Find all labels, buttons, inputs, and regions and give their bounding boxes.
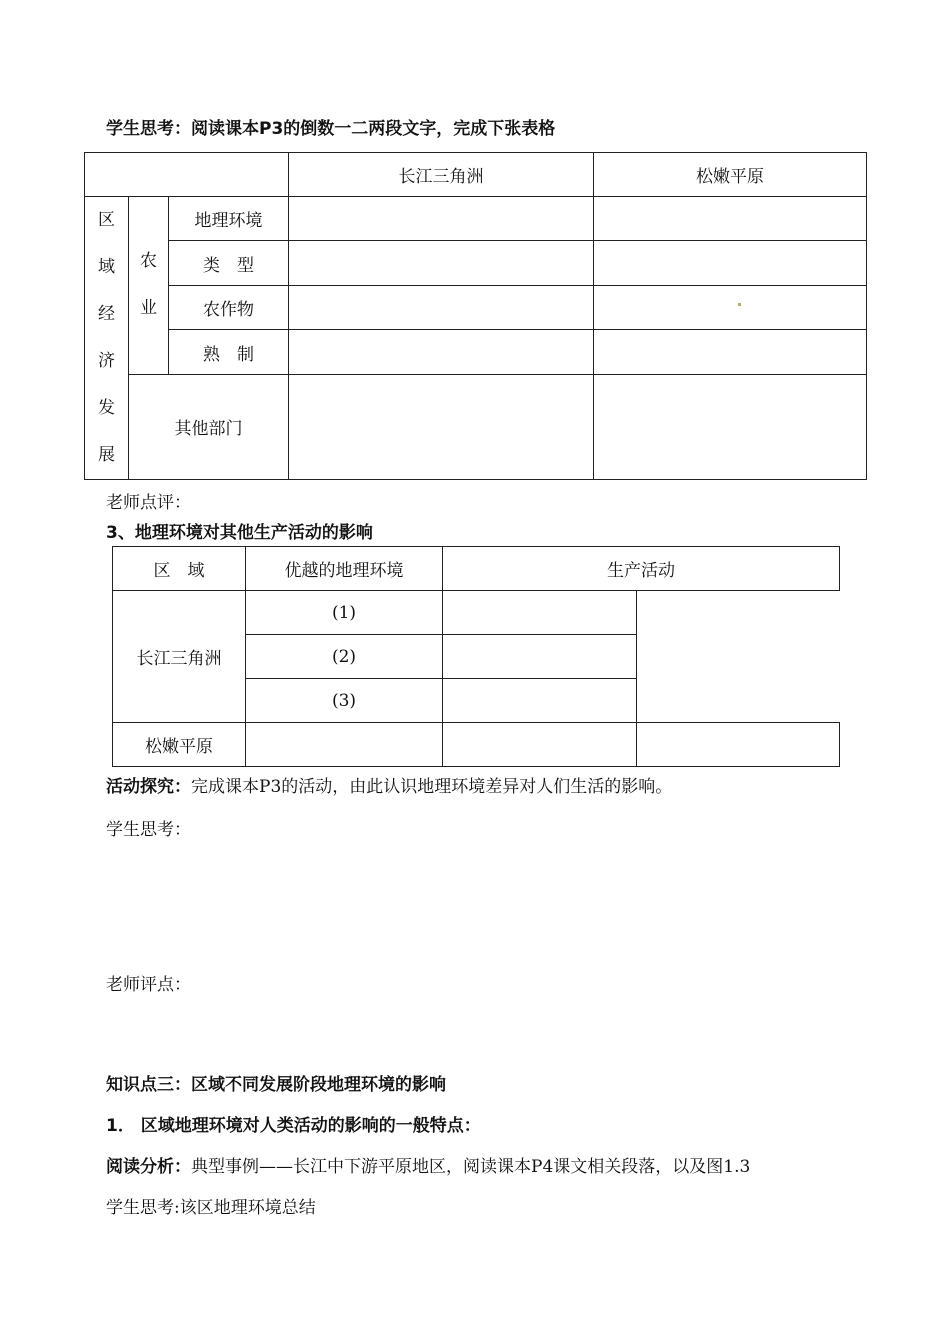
table1-blank-header [85,153,289,197]
agriculture-label [129,197,169,375]
table-cell[interactable] [289,197,594,241]
env-item: (3) [246,679,443,723]
table-cell[interactable] [637,723,840,767]
region-char: 区 [98,210,115,230]
activity-text: 完成课本P3的活动，由此认识地理环境差异对人们生活的影响。 [191,777,673,797]
knowledge-point-3: 知识点三：区域不同发展阶段地理环境的影响 [106,1075,446,1095]
table-cell[interactable] [246,723,443,767]
table-cell[interactable] [289,241,594,285]
table2-header-env: 优越的地理环境 [246,547,443,591]
row-label: 其他部门 [129,374,289,479]
agri-char: 农 [140,251,157,272]
table-cell[interactable] [637,591,840,723]
table-cell[interactable] [443,679,637,723]
region-economy-label [85,197,129,480]
reading-line [106,1152,750,1177]
table-cell[interactable] [289,374,594,479]
row-label: 熟 制 [169,330,289,374]
student-think-2: 学生思考： [106,820,191,840]
table-cell[interactable] [594,330,867,374]
row-label: 农作物 [169,285,289,329]
agriculture-table [84,152,867,480]
table-cell[interactable] [443,635,637,679]
env-item: (2) [246,635,443,679]
env-item: (1) [246,591,443,635]
table-cell[interactable] [594,241,867,285]
region-char: 展 [98,445,115,465]
table2-region-yangtze: 长江三角洲 [113,591,246,723]
production-table [112,546,840,767]
region-char: 经 [98,304,115,324]
activity-line [106,772,672,797]
think1-heading: 学生思考：阅读课本P3的倒数一二两段文字，完成下张表格 [106,119,556,139]
activity-label: 活动探究： [106,777,191,797]
teacher-comment-2: 老师评点： [106,975,191,995]
table-cell[interactable] [443,591,637,635]
reading-text: 典型事例——长江中下游平原地区，阅读课本P4课文相关段落，以及图1.3 [191,1157,751,1177]
row-label: 地理环境 [169,197,289,241]
table2-region-songnen: 松嫩平原 [113,723,246,767]
region-char: 济 [98,351,115,371]
teacher-comment-1: 老师点评： [106,493,191,513]
table2-header-activity: 生产活动 [443,547,840,591]
reading-label: 阅读分析： [106,1157,191,1177]
table-cell[interactable] [594,285,867,329]
table-cell[interactable] [443,723,637,767]
section-3-heading: 3、地理环境对其他生产活动的影响 [106,523,373,543]
point-1-heading: 1． 区域地理环境对人类活动的影响的一般特点： [106,1116,481,1136]
table-cell[interactable] [289,330,594,374]
table-cell[interactable] [594,197,867,241]
table1-header-songnen: 松嫩平原 [594,153,867,197]
student-think-3: 学生思考:该区地理环境总结 [106,1198,316,1218]
row-label: 类 型 [169,241,289,285]
table-cell[interactable] [289,285,594,329]
table1-header-yangtze: 长江三角洲 [289,153,594,197]
table-cell[interactable] [594,374,867,479]
region-char: 域 [98,257,115,277]
table2-header-region: 区 域 [113,547,246,591]
region-char: 发 [98,398,115,418]
agri-char: 业 [140,298,157,319]
